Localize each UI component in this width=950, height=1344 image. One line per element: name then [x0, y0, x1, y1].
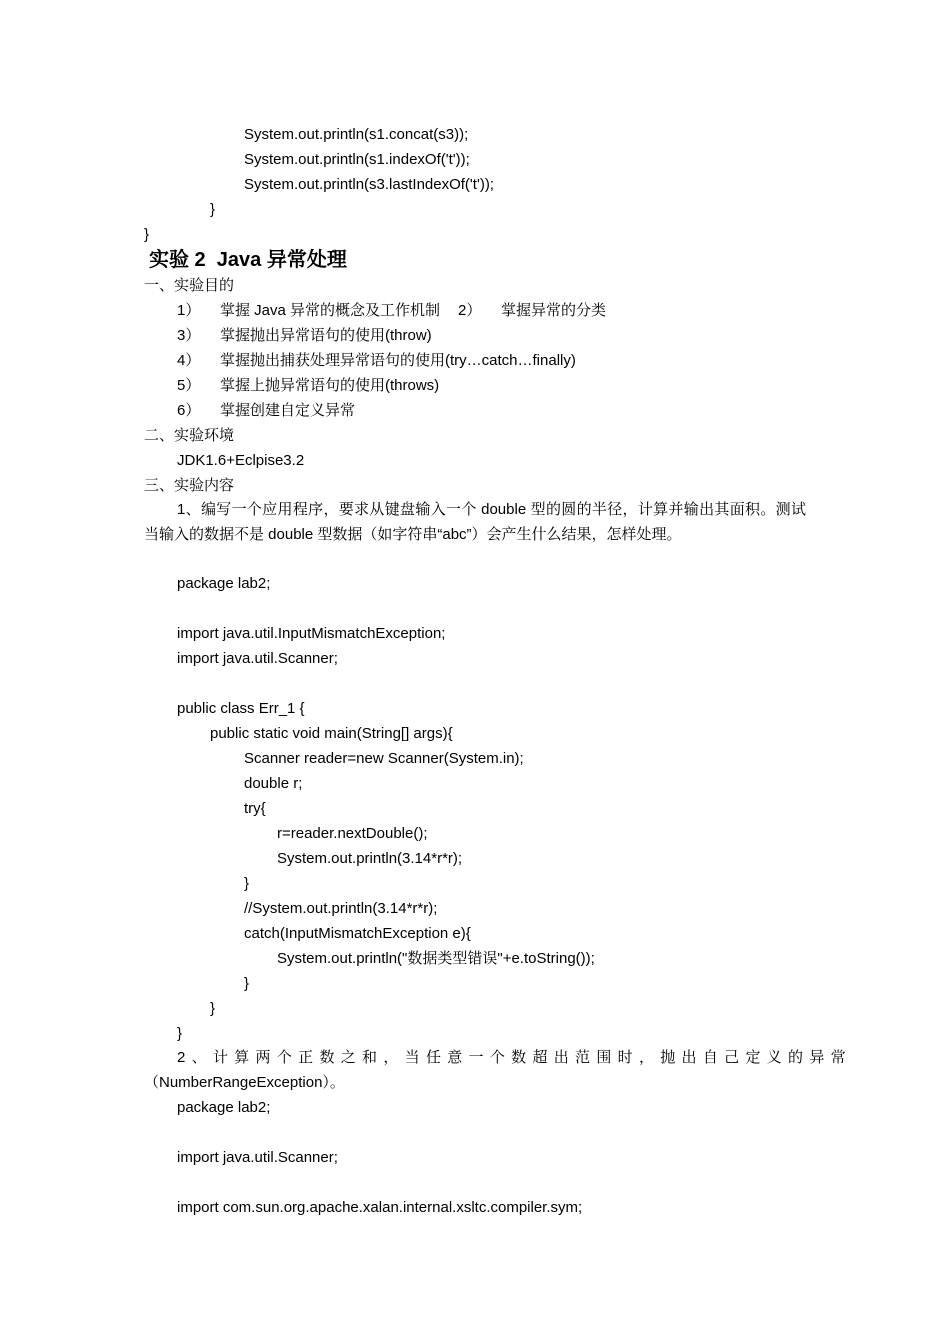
goal-number: 2）: [458, 302, 482, 319]
code-line: Scanner reader=new Scanner(System.in);: [244, 750, 524, 767]
goal-item: [177, 376, 439, 396]
code-line: double r;: [244, 775, 303, 792]
code-line: public class Err_1 {: [177, 700, 305, 717]
goal-item: [177, 301, 606, 321]
code-line: System.out.println("数据类型错误"+e.toString());: [277, 950, 595, 967]
goal-number: 3）: [177, 327, 201, 344]
subsection-title: 二、实验环境: [144, 427, 235, 444]
goal-number: 4）: [177, 352, 201, 369]
goal-number: 5）: [177, 377, 201, 394]
code-line: }: [244, 875, 250, 892]
code-line: package lab2;: [177, 1099, 271, 1116]
goal-text: 掌握抛出异常语句的使用(throw): [220, 327, 432, 344]
task-description: （NumberRangeException）。: [144, 1074, 345, 1091]
goal-text: 掌握创建自定义异常: [220, 402, 356, 419]
code-line: }: [210, 1000, 216, 1017]
section-heading: 实验 2 Java 异常处理: [149, 249, 347, 271]
code-line: public static void main(String[] args){: [210, 725, 453, 742]
code-line: import com.sun.org.apache.xalan.internal.xsltc.compiler.sym;: [177, 1199, 583, 1216]
code-line: System.out.println(s1.concat(s3));: [244, 126, 469, 143]
code-line: import java.util.InputMismatchException;: [177, 625, 446, 642]
goal-number: 6）: [177, 402, 201, 419]
code-line: }: [144, 226, 150, 243]
code-line: try{: [244, 800, 266, 817]
goal-text: 掌握异常的分类: [501, 302, 607, 319]
code-line: import java.util.Scanner;: [177, 1149, 338, 1166]
code-line: import java.util.Scanner;: [177, 650, 338, 667]
code-line: package lab2;: [177, 575, 271, 592]
env-value: JDK1.6+Eclpise3.2: [177, 452, 305, 469]
goal-item: [177, 401, 355, 421]
goal-number: 1）: [177, 302, 201, 319]
code-line: System.out.println(s3.lastIndexOf('t'));: [244, 176, 494, 193]
code-line: catch(InputMismatchException e){: [244, 925, 471, 942]
goal-text: 掌握上抛异常语句的使用(throws): [220, 377, 440, 394]
code-line: System.out.println(s1.indexOf('t'));: [244, 151, 470, 168]
code-line: r=reader.nextDouble();: [277, 825, 428, 842]
goal-item: [177, 326, 432, 346]
code-line: }: [244, 975, 250, 992]
subsection-title: 一、实验目的: [144, 277, 235, 294]
code-line: }: [210, 201, 216, 218]
task-description: 1、编写一个应用程序，要求从键盘输入一个 double 型的圆的半径，计算并输出其面积。测试当输入的数据不是 double 型数据（如字符串“abc”）会产生什么结果，怎样处理。: [144, 501, 806, 543]
code-line: System.out.println(3.14*r*r);: [277, 850, 463, 867]
code-line: //System.out.println(3.14*r*r);: [244, 900, 438, 917]
goal-text: 掌握 Java 异常的概念及工作机制: [220, 302, 441, 319]
goal-text: 掌握抛出捕获处理异常语句的使用(try…catch…finally): [220, 352, 576, 369]
subsection-title: 三、实验内容: [144, 477, 235, 494]
code-line: }: [177, 1025, 183, 1042]
task-description: 2、计算两个正数之和，当任意一个数超出范围时，抛出自己定义的异常: [177, 1049, 852, 1066]
goal-item: [177, 351, 576, 371]
